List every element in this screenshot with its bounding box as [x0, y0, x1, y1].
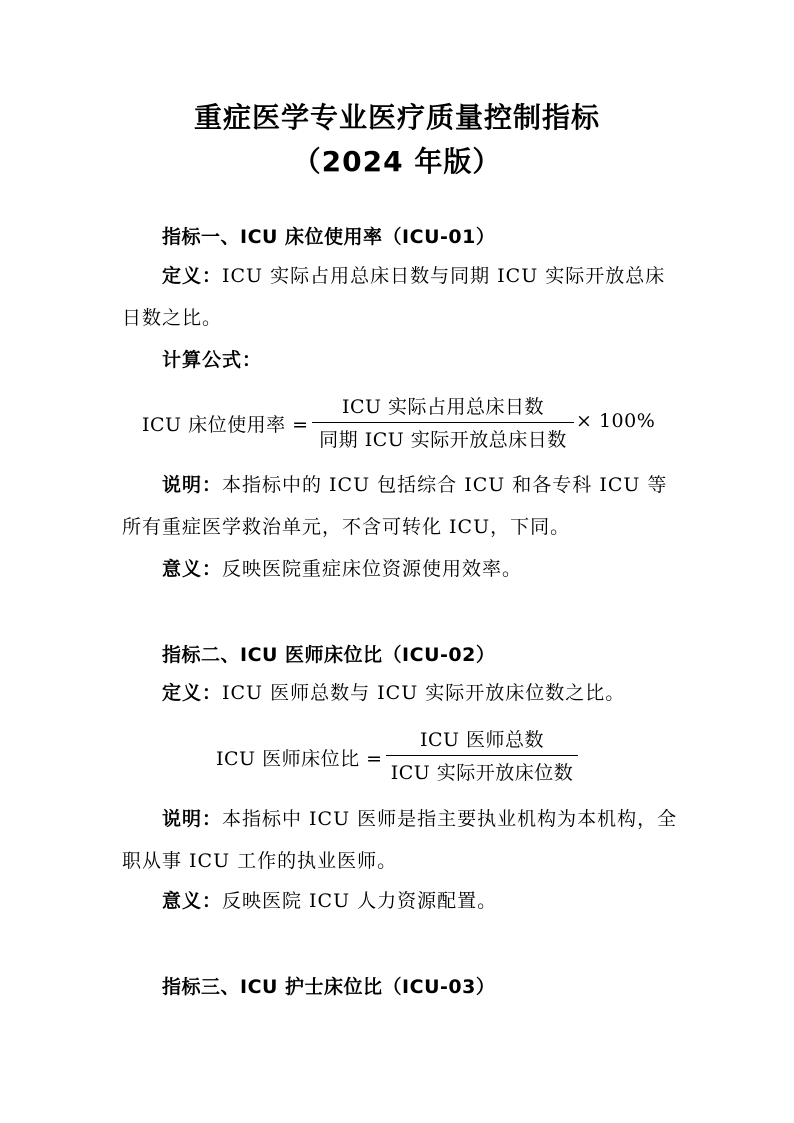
formula-2-fraction	[386, 725, 578, 788]
meaning-text: 反映医院重症床位资源使用效率。	[222, 558, 523, 580]
meaning-label: 意义：	[162, 558, 223, 580]
definition-text: ICU 实际占用总床日数与同期 ICU 实际开放总床日数之比。	[122, 265, 666, 329]
formula-1-fraction	[312, 392, 574, 455]
indicator-1-definition	[122, 255, 682, 339]
meaning-label: 意义：	[162, 890, 223, 912]
note-label: 说明：	[162, 808, 223, 830]
document-edition: （2024 年版）	[292, 145, 502, 178]
formula-label: 计算公式：	[162, 349, 263, 371]
note-label: 说明：	[162, 474, 223, 496]
indicator-2-meaning	[122, 880, 682, 922]
note-text: 本指标中的 ICU 包括综合 ICU 和各专科 ICU 等所有重症医学救治单元，不含可转化 ICU，下同。	[122, 474, 668, 538]
note-text: 本指标中 ICU 医师是指主要执业机构为本机构，全职从事 ICU 工作的执业医师。	[122, 808, 678, 872]
meaning-text: 反映医院 ICU 人力资源配置。	[222, 890, 498, 912]
indicator-2-note	[122, 798, 682, 882]
indicator-1-formula-label	[122, 339, 682, 381]
indicator-1-heading: 指标一、ICU 床位使用率（ICU-01）	[162, 226, 496, 248]
formula-1-denominator: 同期 ICU 实际开放总床日数	[319, 429, 567, 451]
indicator-1-meaning	[122, 548, 682, 590]
formula-2-lhs: ICU 医师床位比 =	[216, 748, 383, 770]
formula-1-numerator: ICU 实际占用总床日数	[341, 396, 545, 418]
indicator-2-heading: 指标二、ICU 医师床位比（ICU-02）	[162, 644, 496, 666]
definition-text: ICU 医师总数与 ICU 实际开放床位数之比。	[222, 682, 626, 704]
definition-label: 定义：	[162, 265, 223, 287]
definition-label: 定义：	[162, 682, 223, 704]
formula-2-denominator: ICU 实际开放床位数	[390, 762, 574, 784]
indicator-3-heading: 指标三、ICU 护士床位比（ICU-03）	[162, 976, 496, 998]
document-title: 重症医学专业医疗质量控制指标	[193, 101, 600, 134]
formula-2-numerator: ICU 医师总数	[419, 729, 545, 751]
formula-1-lhs: ICU 床位使用率 =	[142, 414, 309, 436]
indicator-2-definition	[122, 672, 682, 714]
indicator-1-note	[122, 464, 682, 548]
formula-1-multiplier: × 100%	[576, 410, 656, 432]
